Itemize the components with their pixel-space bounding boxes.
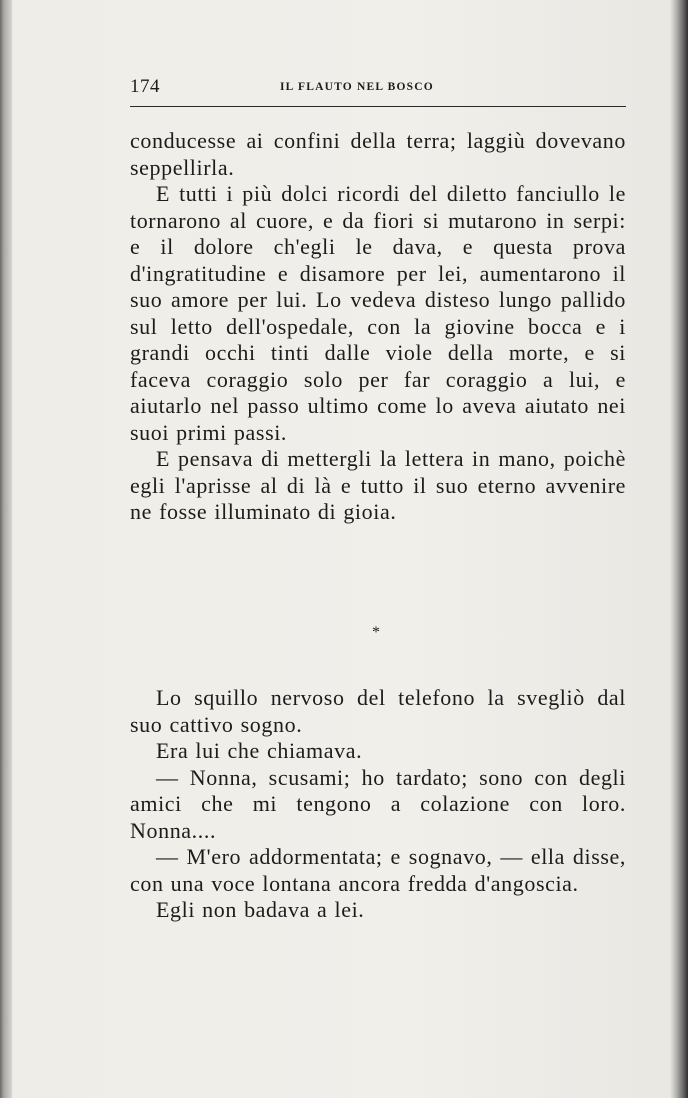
paragraph: Egli non badava a lei. <box>156 897 365 922</box>
text-section-2 <box>130 685 626 924</box>
text-section-1 <box>130 128 626 526</box>
paragraph: E pensava di mettergli la lettera in mano, poichè egli l'aprisse al di là e tutto il suo eterno avvenire ne fosse illuminato di gioia. <box>130 446 626 524</box>
page-edge-shadow <box>670 0 688 1098</box>
running-title: IL FLAUTO NEL BOSCO <box>280 81 434 93</box>
section-separator: * <box>372 624 380 641</box>
header-rule <box>130 106 626 107</box>
paragraph: Era lui che chiamava. <box>156 738 363 763</box>
page-header <box>130 70 626 104</box>
paragraph: Lo squillo nervoso del telefono la svegliò dal suo cattivo sogno. <box>130 685 626 737</box>
dialogue-line: — Nonna, scusami; ho tardato; sono con degli amici che mi tengono a colazione con loro. Nonna.... <box>130 764 626 843</box>
page-gutter-shadow <box>0 0 12 1098</box>
page-number: 174 <box>130 76 160 97</box>
dialogue-line: — M'ero addormentata; e sognavo, — ella disse, con una voce lontana ancora fredda d'angoscia. <box>130 844 626 896</box>
paragraph-continuation: conducesse ai confini della terra; laggiù dovevano seppellirla. <box>130 128 626 180</box>
paragraph: E tutti i più dolci ricordi del diletto fanciullo le tornarono al cuore, e da fiori si mutarono in serpi: e il dolore ch'egli le dava, e questa prova d'ingratitudine e disamore per lei, aumentarono il suo amore per lui. Lo vedeva disteso lungo pallido sul letto dell'ospedale, con la giovine bocca e i grandi occhi tinti dalle viole della morte, e si faceva coraggio solo per far coraggio a lui, e aiutarlo nel passo ultimo come lo aveva aiutato nei suoi primi passi. <box>130 181 626 445</box>
